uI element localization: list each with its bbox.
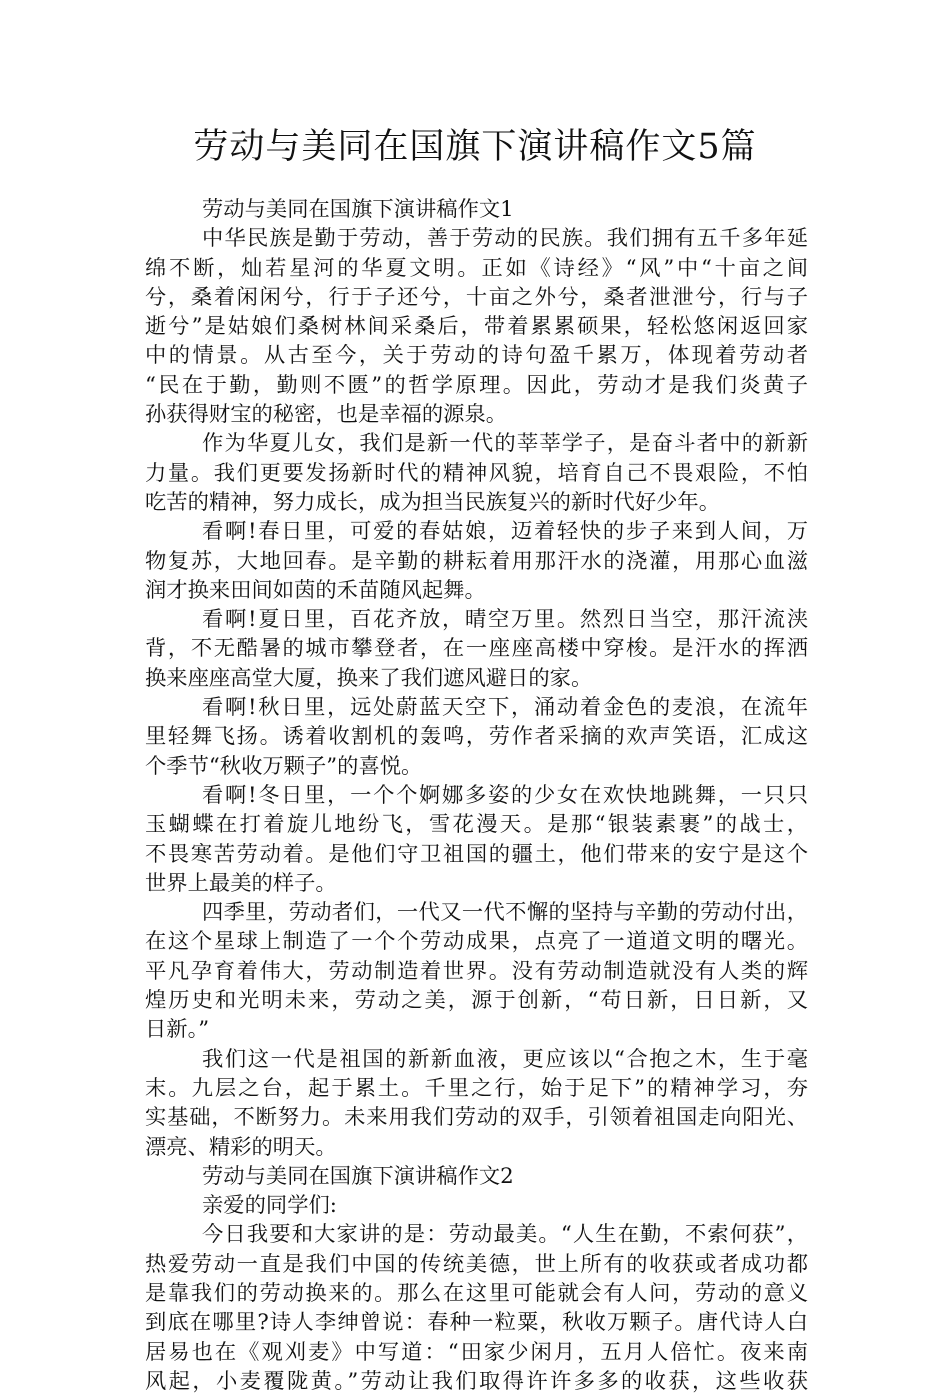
text-line: 在这个星球上制造了一个个劳动成果，点亮了一道道文明的曙光。: [145, 929, 808, 955]
text-line: 作为华夏儿女，我们是新一代的莘莘学子，是奋斗者中的新新: [202, 431, 808, 457]
text-line: 里轻舞飞扬。诱着收割机的轰鸣，劳作者采摘的欢声笑语，汇成这: [145, 724, 808, 750]
text-line: 末。九层之台，起于累土。千里之行，始于足下”的精神学习，夯: [145, 1075, 808, 1101]
text-line: 四季里，劳动者们，一代又一代不懈的坚持与辛勤的劳动付出，: [202, 900, 808, 926]
text-line: 实基础，不断努力。未来用我们劳动的双手，引领着祖国走向阳光、: [145, 1105, 808, 1131]
text-line: 平凡孕育着伟大，劳动制造着世界。没有劳动制造就没有人类的辉: [145, 958, 808, 984]
text-line: 看啊!春日里，可爱的春姑娘，迈着轻快的步子来到人间，万: [202, 519, 808, 545]
text-line: 个季节“秋收万颗子”的喜悦。: [145, 753, 423, 779]
text-line: 是靠我们的劳动换来的。那么在这里可能就会有人问，劳动的意义: [145, 1280, 808, 1306]
text-line: 劳动与美同在国旗下演讲稿作文2: [202, 1163, 514, 1189]
text-line: 物复苏，大地回春。是辛勤的耕耘着用那汗水的浇灌，用那心血滋: [145, 548, 808, 574]
text-line: 热爱劳动一直是我们中国的传统美德，世上所有的收获或者成功都: [145, 1251, 808, 1277]
text-line: 润才换来田间如茵的禾苗随风起舞。: [145, 577, 486, 603]
text-line: 不畏寒苦劳动着。是他们守卫祖国的疆土，他们带来的安宁是这个: [145, 841, 808, 867]
text-line: 逝兮”是姑娘们桑树林间采桑后，带着累累硕果，轻松悠闲返回家: [145, 314, 808, 340]
text-line: 煌历史和光明未来，劳动之美，源于创新，“苟日新，日日新，又: [145, 988, 808, 1014]
text-line: 世界上最美的样子。: [145, 870, 337, 896]
text-line: 玉蝴蝶在打着旋儿地纷飞，雪花漫天。是那“银装素裹”的战士，: [145, 812, 808, 838]
text-line: 中华民族是勤于劳动，善于劳动的民族。我们拥有五千多年延: [202, 226, 808, 252]
text-line: 看啊!秋日里，远处蔚蓝天空下，涌动着金色的麦浪，在流年: [202, 695, 808, 721]
document-body: [145, 195, 808, 1396]
text-line: 中的情景。从古至今，关于劳动的诗句盈千累万，体现着劳动者: [145, 343, 808, 369]
text-line: 风起，小麦覆陇黄。”劳动让我们取得许许多多的收获，这些收获: [145, 1368, 808, 1394]
text-line: 到底在哪里?诗人李绅曾说：春种一粒粟，秋收万颗子。唐代诗人白: [145, 1310, 808, 1336]
text-line: 居易也在《观刈麦》中写道：“田家少闲月，五月人倍忙。夜来南: [145, 1339, 808, 1365]
text-line: 背，不无酷暑的城市攀登者，在一座座高楼中穿梭。是汗水的挥洒: [145, 636, 808, 662]
text-line: 吃苦的精神，努力成长，成为担当民族复兴的新时代好少年。: [145, 489, 721, 515]
text-line: 换来座座高堂大厦，换来了我们遮风避日的家。: [145, 665, 593, 691]
text-line: 日新。”: [145, 1017, 210, 1043]
text-line: 力量。我们更要发扬新时代的精神风貌，培育自己不畏艰险，不怕: [145, 460, 808, 486]
text-line: 看啊!冬日里，一个个婀娜多姿的少女在欢快地跳舞，一只只: [202, 782, 808, 808]
text-line: 看啊!夏日里，百花齐放，晴空万里。然烈日当空，那汗流浃: [202, 607, 808, 633]
text-line: 孙获得财宝的秘密，也是幸福的源泉。: [145, 402, 508, 428]
document-title: 劳动与美同在国旗下演讲稿作文5篇: [193, 127, 757, 167]
text-line: 兮，桑着闲闲兮，行于子还兮，十亩之外兮，桑者泄泄兮，行与子: [145, 284, 808, 310]
text-line: 亲爱的同学们:: [202, 1193, 337, 1219]
text-line: 今日我要和大家讲的是：劳动最美。“人生在勤，不索何获”，: [202, 1222, 808, 1248]
text-line: 绵不断，灿若星河的华夏文明。正如《诗经》“风”中“十亩之间: [145, 255, 808, 281]
text-line: 劳动与美同在国旗下演讲稿作文1: [202, 197, 514, 222]
text-line: “民在于勤，勤则不匮”的哲学原理。因此，劳动才是我们炎黄子: [145, 372, 808, 398]
text-line: 我们这一代是祖国的新新血液，更应该以“合抱之木，生于毫: [202, 1046, 808, 1072]
text-line: 漂亮、精彩的明天。: [145, 1134, 337, 1160]
